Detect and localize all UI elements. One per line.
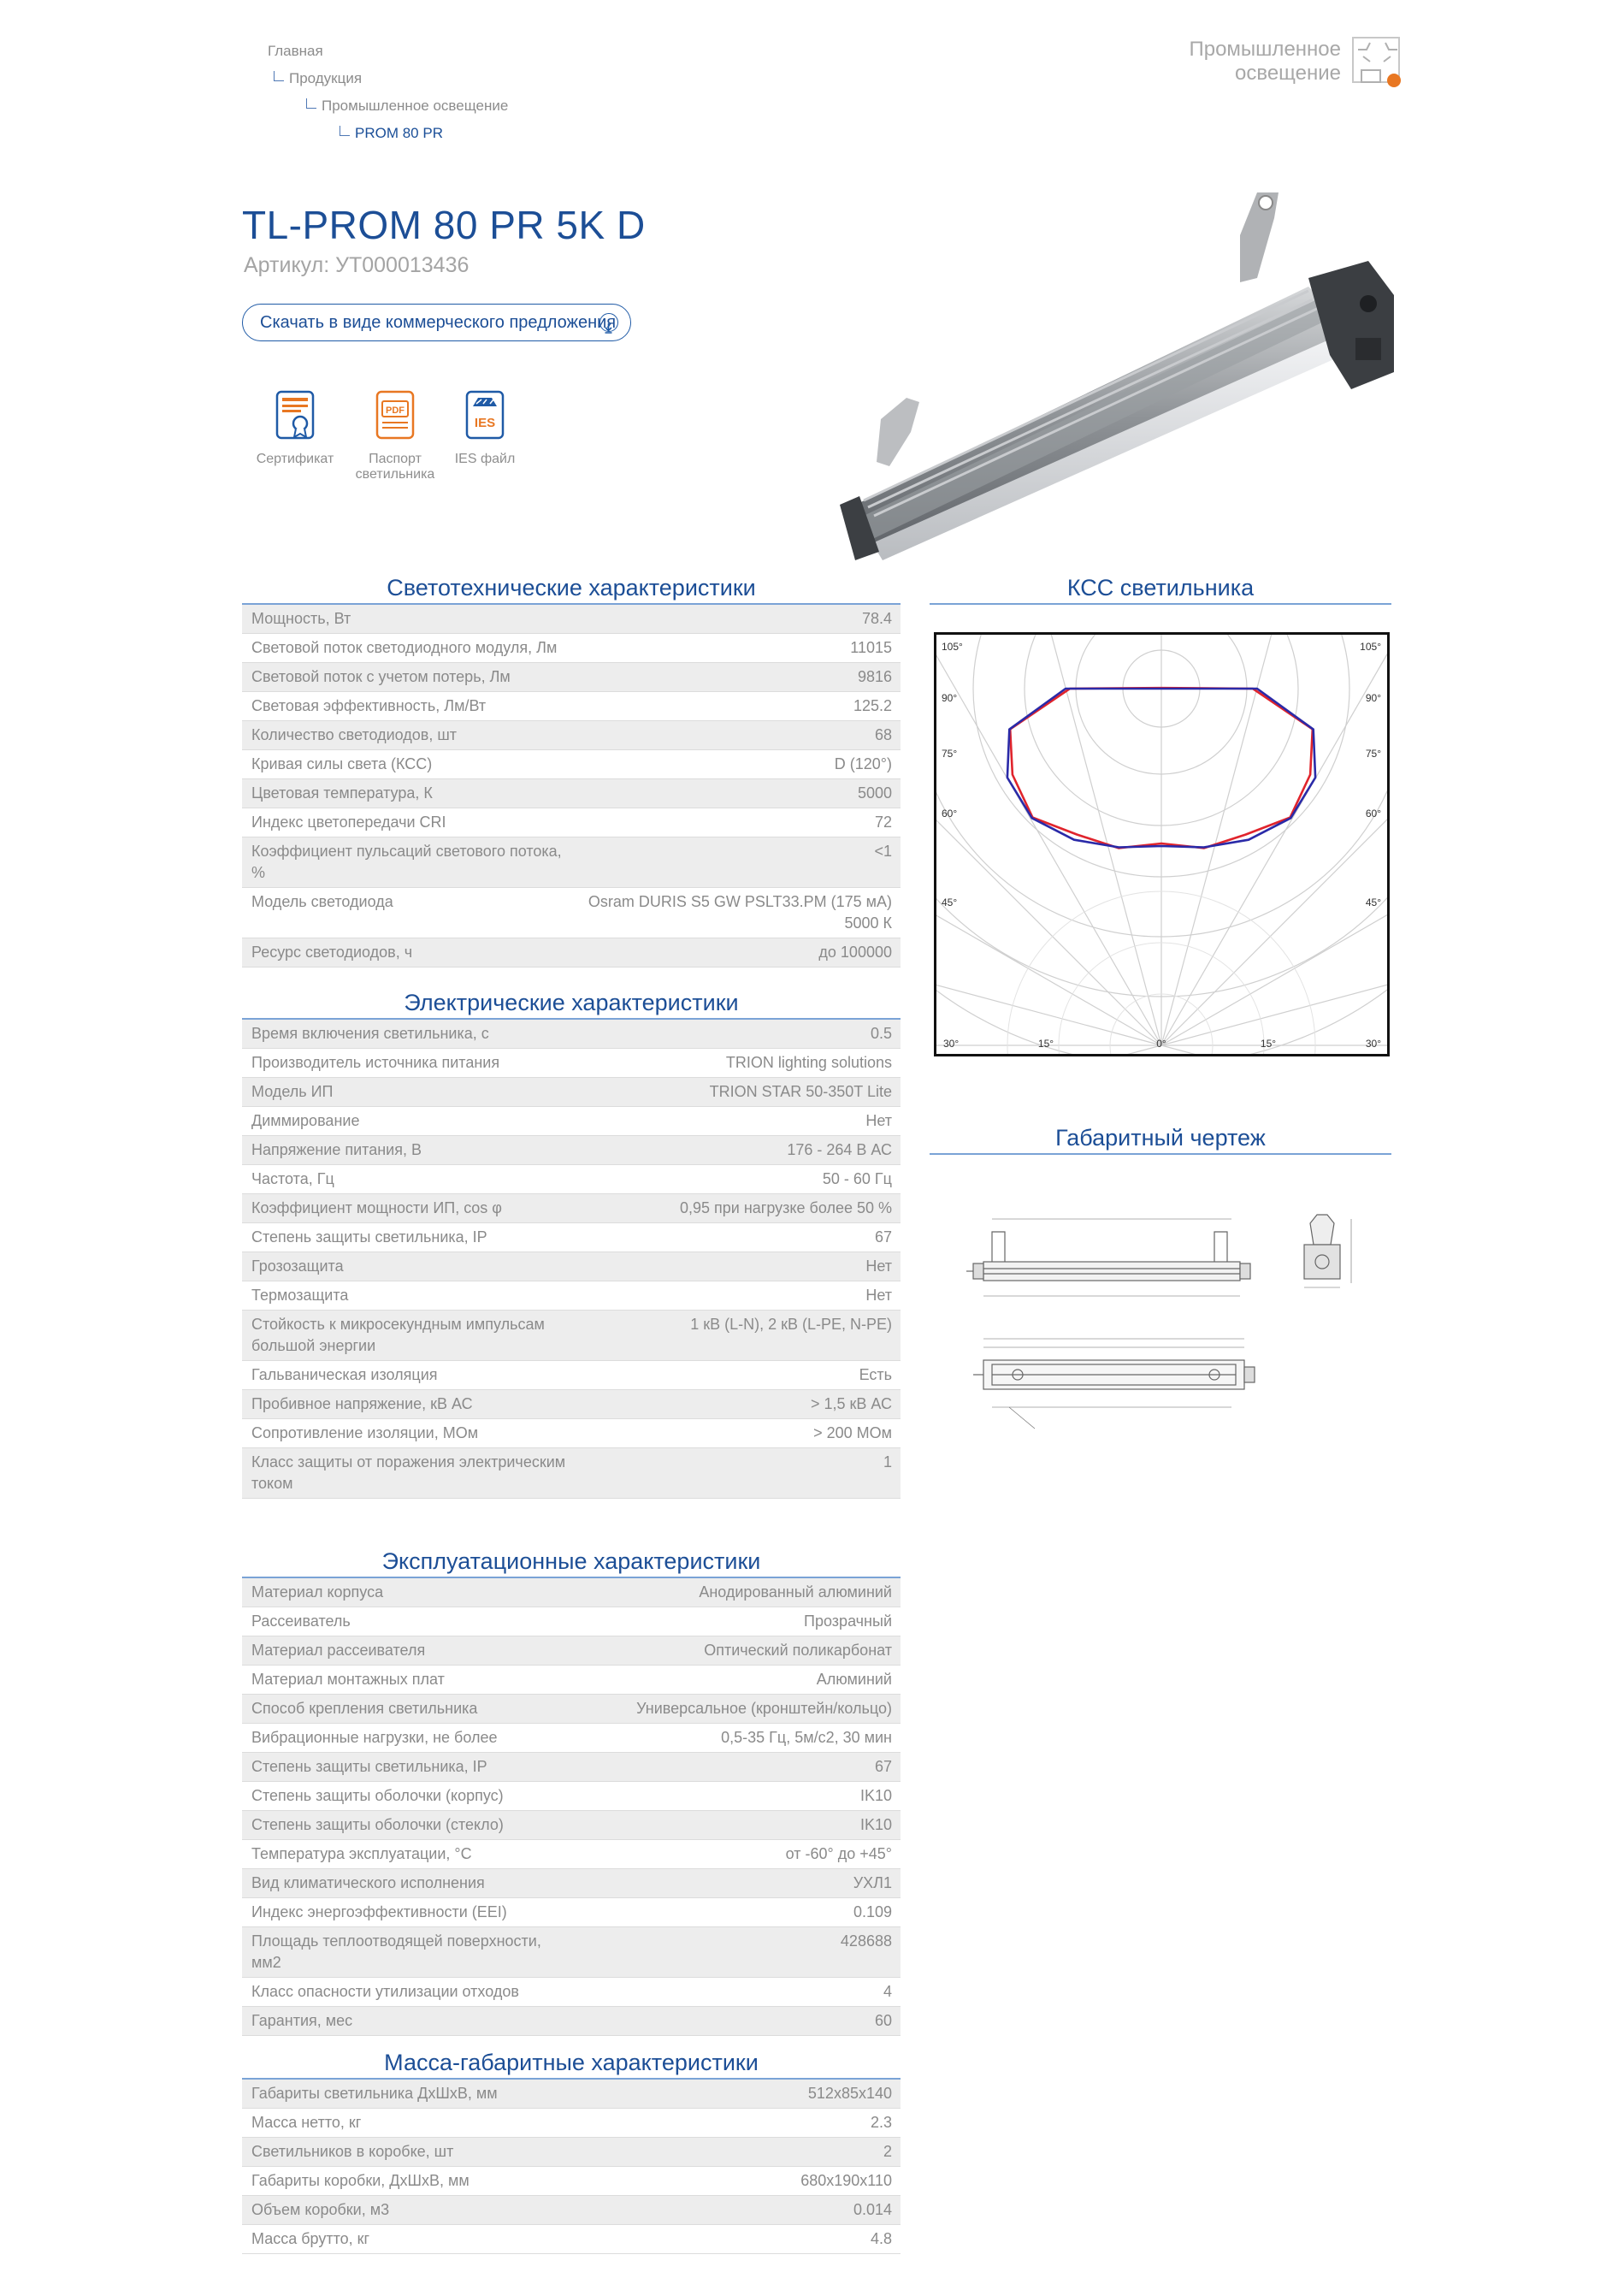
spec-label: Световой поток с учетом потерь, Лм bbox=[242, 663, 576, 692]
spec-label: Материал монтажных плат bbox=[242, 1666, 576, 1695]
spec-value: D (120°) bbox=[576, 750, 901, 779]
mass-table bbox=[242, 2080, 901, 2254]
spec-label: Температура эксплуатации, °С bbox=[242, 1840, 576, 1869]
svg-text:PDF: PDF bbox=[386, 405, 405, 416]
ies-file-link[interactable] bbox=[438, 389, 532, 467]
spec-value: 0.5 bbox=[576, 1020, 901, 1049]
spec-value: 9816 bbox=[576, 663, 901, 692]
spec-label: Степень защиты оболочки (стекло) bbox=[242, 1811, 576, 1840]
spec-row bbox=[242, 1078, 901, 1107]
spec-row bbox=[242, 1281, 901, 1311]
spec-value: 67 bbox=[576, 1223, 901, 1252]
spec-value: 1 bbox=[576, 1448, 901, 1499]
spec-label: Рассеиватель bbox=[242, 1607, 576, 1636]
polar-angle-label: 75° bbox=[1365, 748, 1381, 760]
spec-row bbox=[242, 1782, 901, 1811]
spec-value: 4.8 bbox=[576, 2225, 901, 2254]
spec-label: Мощность, Вт bbox=[242, 605, 576, 634]
spec-label: Коэффициент пульсаций светового потока, % bbox=[242, 837, 576, 888]
polar-angle-label: 105° bbox=[1360, 641, 1381, 653]
spec-label: Степень защиты светильника, IP bbox=[242, 1753, 576, 1782]
breadcrumb-corner-icon bbox=[340, 126, 350, 136]
spec-value: Анодированный алюминий bbox=[576, 1578, 901, 1607]
spec-row bbox=[242, 938, 901, 968]
spec-value: 67 bbox=[576, 1753, 901, 1782]
spec-label: Светильников в коробке, шт bbox=[242, 2138, 576, 2167]
spec-row bbox=[242, 779, 901, 808]
spec-value: Osram DURIS S5 GW PSLT33.PM (175 мА) 5000 К bbox=[576, 888, 901, 938]
category-badge[interactable] bbox=[1189, 34, 1403, 89]
spec-value: 0,95 при нагрузке более 50 % bbox=[576, 1194, 901, 1223]
spec-value: Оптический поликарбонат bbox=[576, 1636, 901, 1666]
spec-row bbox=[242, 750, 901, 779]
spec-row bbox=[242, 1020, 901, 1049]
spec-label: Вид климатического исполнения bbox=[242, 1869, 576, 1898]
spec-label: Класс защиты от поражения электрическим током bbox=[242, 1448, 576, 1499]
operation-table bbox=[242, 1578, 901, 2036]
breadcrumb-industrial[interactable]: Промышленное освещение bbox=[306, 98, 508, 115]
spec-label: Производитель источника питания bbox=[242, 1049, 576, 1078]
spec-label: Время включения светильника, с bbox=[242, 1020, 576, 1049]
spec-value: 680х190х110 bbox=[576, 2167, 901, 2196]
spec-row bbox=[242, 2225, 901, 2254]
breadcrumb-current: PROM 80 PR bbox=[340, 125, 443, 142]
spec-row bbox=[242, 1869, 901, 1898]
drawing-section-title: Габаритный чертеж bbox=[930, 1125, 1391, 1155]
spec-value: 4 bbox=[576, 1978, 901, 2007]
spec-value: 11015 bbox=[576, 634, 901, 663]
spec-value: Прозрачный bbox=[576, 1607, 901, 1636]
passport-label: Паспорт светильника bbox=[355, 452, 435, 482]
spec-row bbox=[242, 721, 901, 750]
spec-value: TRION lighting solutions bbox=[576, 1049, 901, 1078]
spec-row bbox=[242, 2080, 901, 2109]
polar-radial-line bbox=[1161, 683, 1387, 1045]
spec-label: Гарантия, мес bbox=[242, 2007, 576, 2036]
spec-label: Ресурс светодиодов, ч bbox=[242, 938, 576, 968]
polar-radial-line bbox=[1161, 635, 1387, 1045]
spec-value: IK10 bbox=[576, 1811, 901, 1840]
spec-row bbox=[242, 1636, 901, 1666]
spec-row bbox=[242, 1811, 901, 1840]
light-section-title: Светотехнические характеристики bbox=[242, 575, 901, 605]
spec-label: Вибрационные нагрузки, не более bbox=[242, 1724, 576, 1753]
spec-row bbox=[242, 1136, 901, 1165]
spec-row bbox=[242, 692, 901, 721]
spec-row bbox=[242, 808, 901, 837]
spec-label: Напряжение питания, В bbox=[242, 1136, 576, 1165]
polar-bottom-label: 15° bbox=[1260, 1038, 1277, 1050]
certificate-icon bbox=[275, 389, 316, 441]
spec-value: от -60° до +45° bbox=[576, 1840, 901, 1869]
spec-value: Нет bbox=[576, 1281, 901, 1311]
spec-row bbox=[242, 1049, 901, 1078]
spec-row bbox=[242, 1448, 901, 1499]
spec-value: > 1,5 кВ АС bbox=[576, 1390, 901, 1419]
kss-section-title: КСС светильника bbox=[930, 575, 1391, 605]
spec-label: Степень защиты светильника, IP bbox=[242, 1223, 576, 1252]
spec-row bbox=[242, 1390, 901, 1419]
spec-label: Масса брутто, кг bbox=[242, 2225, 576, 2254]
spec-value: 2 bbox=[576, 2138, 901, 2167]
spec-value: Есть bbox=[576, 1361, 901, 1390]
spec-row bbox=[242, 1419, 901, 1448]
spec-row bbox=[242, 1695, 901, 1724]
spec-value: 1 кВ (L-N), 2 кВ (L-PE, N-PE) bbox=[576, 1311, 901, 1361]
spec-label: Диммирование bbox=[242, 1107, 576, 1136]
polar-angle-label: 90° bbox=[942, 692, 958, 704]
passport-link[interactable] bbox=[348, 389, 442, 482]
spec-row bbox=[242, 1194, 901, 1223]
spec-value: 50 - 60 Гц bbox=[576, 1165, 901, 1194]
spec-label: Пробивное напряжение, кВ АС bbox=[242, 1390, 576, 1419]
spec-row bbox=[242, 1724, 901, 1753]
spec-label: Частота, Гц bbox=[242, 1165, 576, 1194]
spec-row bbox=[242, 1898, 901, 1927]
breadcrumb-products[interactable]: Продукция bbox=[274, 70, 362, 87]
category-label: Промышленное освещение bbox=[1189, 38, 1341, 85]
spec-value: УХЛ1 bbox=[576, 1869, 901, 1898]
spec-row bbox=[242, 1607, 901, 1636]
certificate-link[interactable] bbox=[248, 389, 342, 467]
svg-text:IES: IES bbox=[474, 416, 496, 430]
polar-bottom-label: 15° bbox=[1037, 1038, 1054, 1050]
spec-label: Цветовая температура, К bbox=[242, 779, 576, 808]
dimension-drawing bbox=[958, 1202, 1385, 1441]
polar-angle-label: 45° bbox=[1365, 897, 1381, 908]
spec-label: Степень защиты оболочки (корпус) bbox=[242, 1782, 576, 1811]
spec-label: Стойкость к микросекундным импульсам большой энергии bbox=[242, 1311, 576, 1361]
polar-angle-label: 60° bbox=[1365, 808, 1381, 820]
spec-label: Индекс энергоэффективности (EEI) bbox=[242, 1898, 576, 1927]
download-icon bbox=[599, 313, 618, 332]
spec-value: 0.109 bbox=[576, 1898, 901, 1927]
spec-label: Кривая силы света (КСС) bbox=[242, 750, 576, 779]
spec-row bbox=[242, 1840, 901, 1869]
spec-row bbox=[242, 1666, 901, 1695]
spec-label: Гальваническая изоляция bbox=[242, 1361, 576, 1390]
spec-row bbox=[242, 2007, 901, 2036]
spec-label: Модель ИП bbox=[242, 1078, 576, 1107]
spec-label: Материал рассеивателя bbox=[242, 1636, 576, 1666]
spec-label: Термозащита bbox=[242, 1281, 576, 1311]
spec-value: 60 bbox=[576, 2007, 901, 2036]
spec-label: Материал корпуса bbox=[242, 1578, 576, 1607]
spec-label: Индекс цветопередачи CRI bbox=[242, 808, 576, 837]
spec-label: Количество светодиодов, шт bbox=[242, 721, 576, 750]
spec-label: Сопротивление изоляции, МОм bbox=[242, 1419, 576, 1448]
spec-row bbox=[242, 2138, 901, 2167]
spec-value: до 100000 bbox=[576, 938, 901, 968]
pdf-icon bbox=[375, 389, 416, 441]
spec-row bbox=[242, 2109, 901, 2138]
spec-row bbox=[242, 1978, 901, 2007]
spec-label: Световой поток светодиодного модуля, Лм bbox=[242, 634, 576, 663]
kss-chart bbox=[934, 632, 1390, 1056]
polar-angle-label: 60° bbox=[942, 808, 958, 820]
spec-value: TRION STAR 50-350T Lite bbox=[576, 1078, 901, 1107]
spec-value: <1 bbox=[576, 837, 901, 888]
spec-label: Габариты коробки, ДхШхВ, мм bbox=[242, 2167, 576, 2196]
product-article: Артикул: УТ000013436 bbox=[244, 253, 469, 277]
spec-value: IK10 bbox=[576, 1782, 901, 1811]
polar-bottom-label: 30° bbox=[943, 1038, 960, 1050]
spec-label: Масса нетто, кг bbox=[242, 2109, 576, 2138]
download-offer-button[interactable] bbox=[242, 304, 631, 341]
spec-row bbox=[242, 1753, 901, 1782]
spec-label: Габариты светильника ДхШхВ, мм bbox=[242, 2080, 576, 2109]
spec-label: Класс опасности утилизации отходов bbox=[242, 1978, 576, 2007]
spec-label: Грозозащита bbox=[242, 1252, 576, 1281]
mass-section-title: Масса-габаритные характеристики bbox=[242, 2050, 901, 2080]
download-offer-label: Скачать в виде коммерческого предложения bbox=[260, 312, 617, 332]
polar-angle-label: 75° bbox=[942, 748, 958, 760]
spec-value: Универсальное (кронштейн/кольцо) bbox=[576, 1695, 901, 1724]
product-title: TL-PROM 80 PR 5K D bbox=[242, 203, 646, 247]
spec-row bbox=[242, 1107, 901, 1136]
polar-angle-label: 90° bbox=[1365, 692, 1381, 704]
spec-label: Способ крепления светильника bbox=[242, 1695, 576, 1724]
spec-row bbox=[242, 1165, 901, 1194]
polar-angle-label: 45° bbox=[942, 897, 958, 908]
spec-row bbox=[242, 1927, 901, 1978]
electric-section-title: Электрические характеристики bbox=[242, 990, 901, 1020]
spec-label: Модель светодиода bbox=[242, 888, 576, 938]
spec-value: 512х85х140 bbox=[576, 2080, 901, 2109]
spec-row bbox=[242, 1578, 901, 1607]
spec-value: Нет bbox=[576, 1252, 901, 1281]
spec-value: 125.2 bbox=[576, 692, 901, 721]
industrial-lighting-icon bbox=[1351, 36, 1403, 89]
spec-row bbox=[242, 837, 901, 888]
spec-value: 72 bbox=[576, 808, 901, 837]
spec-row bbox=[242, 888, 901, 938]
spec-value: > 200 МОм bbox=[576, 1419, 901, 1448]
polar-radial-line bbox=[936, 683, 1161, 1045]
product-image bbox=[830, 184, 1411, 569]
electric-table bbox=[242, 1020, 901, 1499]
ies-file-label: IES файл bbox=[454, 452, 516, 466]
spec-value: 2.3 bbox=[576, 2109, 901, 2138]
spec-label: Световая эффективность, Лм/Вт bbox=[242, 692, 576, 721]
spec-row bbox=[242, 1223, 901, 1252]
kss-polar-plot bbox=[936, 635, 1387, 1054]
spec-value: 68 bbox=[576, 721, 901, 750]
spec-row bbox=[242, 605, 901, 634]
spec-value: 176 - 264 В АС bbox=[576, 1136, 901, 1165]
spec-row bbox=[242, 2196, 901, 2225]
polar-bottom-label: 0° bbox=[1156, 1038, 1166, 1050]
spec-row bbox=[242, 1361, 901, 1390]
light-table bbox=[242, 605, 901, 968]
spec-row bbox=[242, 1311, 901, 1361]
spec-row bbox=[242, 2167, 901, 2196]
ies-file-icon bbox=[464, 389, 505, 441]
spec-row bbox=[242, 1252, 901, 1281]
spec-label: Площадь теплоотводящей поверхности, мм2 bbox=[242, 1927, 576, 1978]
operation-section-title: Эксплуатационные характеристики bbox=[242, 1548, 901, 1578]
spec-value: 78.4 bbox=[576, 605, 901, 634]
spec-value: 5000 bbox=[576, 779, 901, 808]
spec-label: Объем коробки, м3 bbox=[242, 2196, 576, 2225]
spec-value: 0,5-35 Гц, 5м/с2, 30 мин bbox=[576, 1724, 901, 1753]
breadcrumb-corner-icon bbox=[274, 71, 284, 81]
spec-value: 428688 bbox=[576, 1927, 901, 1978]
spec-value: 0.014 bbox=[576, 2196, 901, 2225]
certificate-label: Сертификат bbox=[256, 452, 334, 466]
spec-value: Нет bbox=[576, 1107, 901, 1136]
spec-row bbox=[242, 634, 901, 663]
breadcrumb-corner-icon bbox=[306, 98, 316, 109]
spec-row bbox=[242, 663, 901, 692]
polar-bottom-label: 30° bbox=[1365, 1038, 1381, 1050]
spec-value: Алюминий bbox=[576, 1666, 901, 1695]
breadcrumb-home[interactable]: Главная bbox=[268, 43, 323, 59]
polar-angle-label: 105° bbox=[942, 641, 963, 653]
spec-label: Коэффициент мощности ИП, cos φ bbox=[242, 1194, 576, 1223]
